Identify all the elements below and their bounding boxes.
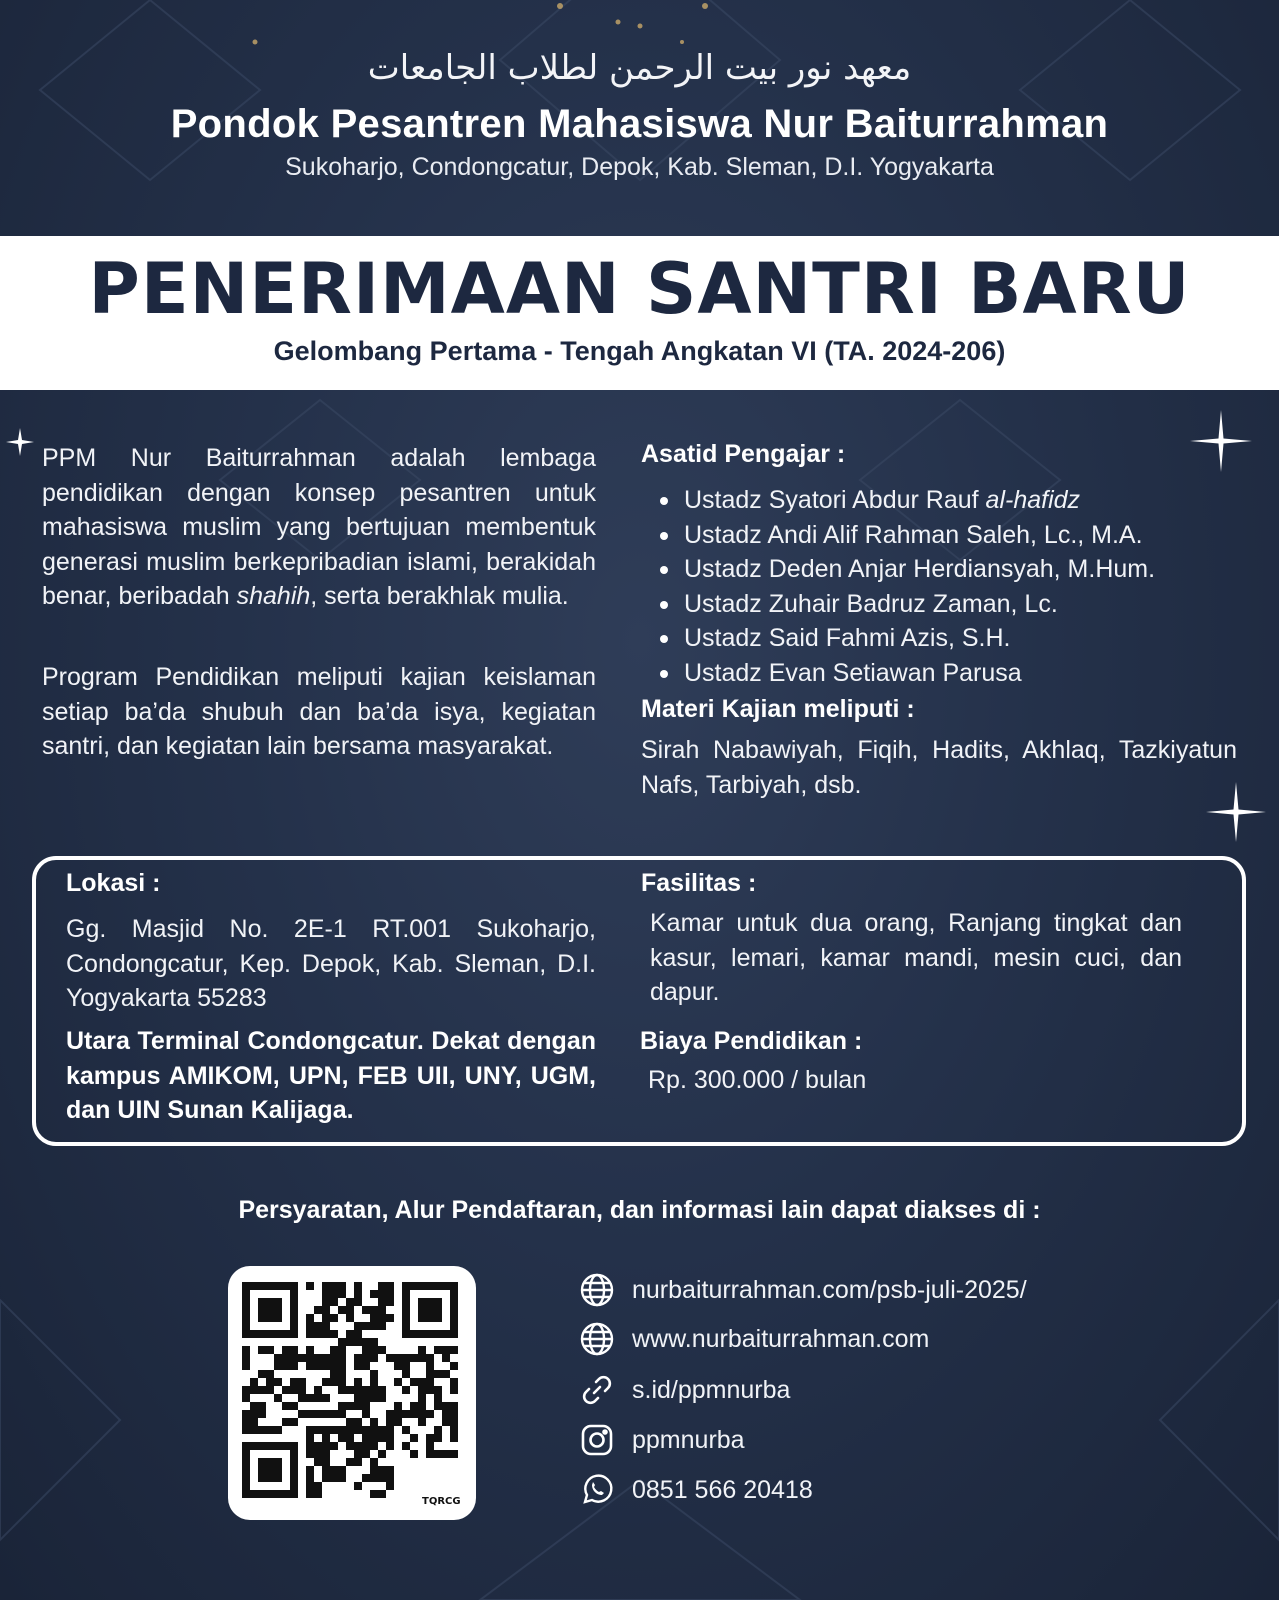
whatsapp-icon <box>578 1471 616 1509</box>
sparkle-icon <box>1190 410 1252 472</box>
intro-text: PPM Nur Baiturrahman adalah lembaga pendidikan dengan konsep pesantren untuk mahasiswa muslim yang bertujuan membentuk generasi muslim berkepribadian islami, berakidah benar, beribadah <box>42 444 596 610</box>
link-whatsapp[interactable] <box>578 1470 1178 1510</box>
list-item: Ustadz Zuhair Badruz Zaman, Lc. <box>646 587 1155 622</box>
intro-text-end: , serta berakhlak mulia. <box>310 582 569 610</box>
intro-paragraph-1 <box>42 441 596 614</box>
page-title: PENERIMAAN SANTRI BARU <box>88 248 1191 330</box>
globe-icon <box>578 1320 616 1358</box>
qr-code-pattern <box>228 1266 476 1520</box>
lokasi-label: Lokasi : <box>66 869 161 897</box>
list-item <box>646 483 1155 518</box>
institution-address: Sukoharjo, Condongcatur, Depok, Kab. Sleman, D.I. Yogyakarta <box>285 153 994 181</box>
fasilitas-text: Kamar untuk dua orang, Ranjang tingkat dan kasur, lemari, kamar mandi, mesin cuci, dan dapur. <box>650 909 1182 1006</box>
lokasi-address: Gg. Masjid No. 2E-1 RT.001 Sukoharjo, Condongcatur, Kep. Depok, Kab. Sleman, D.I. Yogyakarta 55283 <box>66 915 596 1012</box>
intro-paragraph-2: Program Pendidikan meliputi kajian keislaman setiap ba’da shubuh dan ba’da isya, kegiatan santri, dan kegiatan lain bersama masyarakat. <box>42 663 596 760</box>
title-band <box>0 236 1279 390</box>
qr-brand-label: TQRCG <box>422 1496 461 1507</box>
list-item: Ustadz Evan Setiawan Parusa <box>646 656 1155 691</box>
instagram-icon <box>578 1421 616 1459</box>
list-item: Ustadz Andi Alif Rahman Saleh, Lc., M.A. <box>646 518 1155 553</box>
list-item: Ustadz Deden Anjar Herdiansyah, M.Hum. <box>646 552 1155 587</box>
page-subtitle: Gelombang Pertama - Tengah Angkatan VI (TA. 2024-206) <box>273 336 1006 366</box>
lokasi-note: Utara Terminal Condongcatur. Dekat dengan kampus AMIKOM, UPN, FEB UII, UNY, UGM, dan UIN Sunan Kalijaga. <box>66 1027 596 1124</box>
teacher-name: Ustadz Syatori Abdur Rauf <box>684 486 986 514</box>
link-website-main[interactable] <box>578 1319 1178 1359</box>
link-text: s.id/ppmnurba <box>632 1375 791 1404</box>
link-text: www.nurbaiturrahman.com <box>632 1324 930 1353</box>
teachers-list <box>646 483 1155 690</box>
link-text: ppmnurba <box>632 1425 745 1454</box>
link-text: 0851 566 20418 <box>632 1475 813 1504</box>
globe-icon <box>578 1271 616 1309</box>
qr-code[interactable] <box>228 1266 476 1520</box>
link-icon <box>578 1371 616 1409</box>
fasilitas-label: Fasilitas : <box>641 869 757 897</box>
link-shortlink[interactable] <box>578 1370 1178 1410</box>
access-info-text: Persyaratan, Alur Pendaftaran, dan informasi lain dapat diakses di : <box>238 1196 1041 1224</box>
link-website-psb[interactable] <box>578 1270 1178 1310</box>
biaya-label: Biaya Pendidikan : <box>640 1027 863 1055</box>
materi-text: Sirah Nabawiyah, Fiqih, Hadits, Akhlaq, Tazkiyatun Nafs, Tarbiyah, dsb. <box>641 736 1237 799</box>
arabic-title: معهد نور بيت الرحمن لطلاب الجامعات <box>367 48 912 88</box>
intro-italic: shahih <box>236 582 311 610</box>
header <box>0 0 1279 236</box>
sparkle-icon <box>6 428 34 456</box>
materi-label: Materi Kajian meliputi : <box>641 695 915 723</box>
institution-name: Pondok Pesantren Mahasiswa Nur Baiturrahman <box>170 102 1109 146</box>
link-text: nurbaiturrahman.com/psb-juli-2025/ <box>632 1275 1027 1304</box>
link-instagram[interactable] <box>578 1420 1178 1460</box>
teacher-title: al-hafidz <box>985 486 1081 514</box>
list-item: Ustadz Said Fahmi Azis, S.H. <box>646 621 1155 656</box>
biaya-text: Rp. 300.000 / bulan <box>648 1066 867 1094</box>
teachers-label: Asatid Pengajar : <box>641 440 846 468</box>
